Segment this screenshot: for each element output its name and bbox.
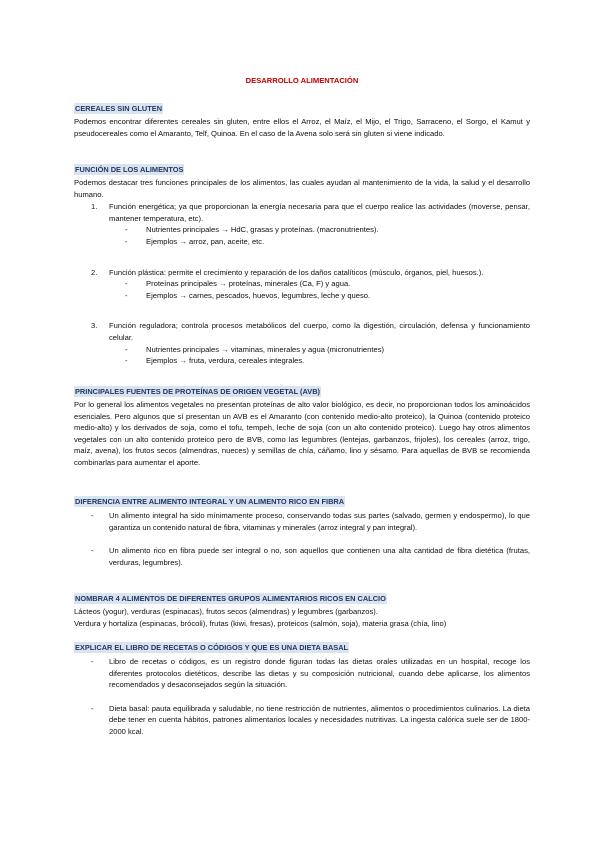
bullet-text: Un alimento rico en fibra puede ser integral o no, son aquellos que contienen una alta cantidad de fibra dietética (frutas, verduras, legumbres). [109, 546, 530, 567]
section-integral-fibra [74, 491, 530, 568]
sub-item: - Ejemplos → arroz, pan, aceite, etc. [127, 236, 530, 248]
bullet-text: Libro de recetas o códigos, es un registro donde figuran todas las dietas orales utilizadas en un hospital, recoge los diferentes protocolos dietéticos, describe las dietas y su composición nutricional, cuando debe aplicarse, los alimentos recomendados y desaconsejados según la situación. [109, 657, 530, 690]
section-heading: CEREALES SIN GLUTEN [75, 104, 163, 113]
list-item [74, 267, 530, 279]
section-proteinas-vegetal [74, 381, 530, 469]
sub-item-text: Nutrientes principales → vitaminas, minerales y agua (micronutrientes) [146, 344, 385, 354]
list-item-text: Función plástica: permite el crecimiento y reparación de los daños catalíticos (músculo, órganos, piel, huesos.). [109, 267, 484, 277]
section-cereales-sin-gluten [74, 98, 530, 139]
section-line: Lácteos (yogur), verduras (espinacas), frutos secos (almendras) y legumbres (garbanzos). [74, 607, 378, 616]
section-calcio [74, 588, 530, 629]
list-number: 3. [91, 321, 98, 331]
list-item-text: Función energética; ya que proporcionan la energía necesaria para que el cuerpo realice las actividades (moverse, pensar, mantener temperatura, etc). [109, 202, 530, 223]
bullet-item: - Libro de recetas o códigos, es un registro donde figuran todas las dietas orales utilizadas en un hospital, recoge los diferentes protocolos dietéticos, describe las dietas y su composición nutricional, cuando debe aplicarse, los alimentos recomendados y desaconsejados según la situación. [91, 657, 530, 690]
sub-item: - Proteínas principales → proteínas, minerales (Ca, F) y agua. [127, 278, 530, 290]
section-text: Por lo general los alimentos vegetales no presentan proteínas de alto valor biológico, es decir, no proporcionan todos los aminoácidos esenciales. Pero algunos que sí presentan un AVB es el Amaranto (con contenido medio-alto proteico), la Quinoa (contenido proteico medio-alto) y los derivados de soja, como el tofu, tempeh, leche de soja (con un alto contenido proteico). Luego hay otros alimentos vegetales con un alto contenido proteico pero de BVB, como las legumbres (lentejas, garbanzos, frijoles), los cereales (arroz, trigo, maíz, avena), los frutos secos (almendras, nueces) y semillas de chía, cáñamo, lino y sésamo. Para aquellas de BVB se recomienda combinarlas para aumentar el aporte. [74, 400, 530, 467]
sub-item-text: Ejemplos → arroz, pan, aceite, etc. [146, 236, 265, 246]
section-heading: FUNCIÓN DE LOS ALIMENTOS [75, 165, 184, 174]
bullet-item: - Un alimento integral ha sido mínimamente proceso, conservando todas sus partes (salvado, germen y endospermo), lo que garantiza un contenido natural de fibra, vitaminas y minerales (arroz integral y pan integral). [91, 511, 530, 532]
section-heading: EXPLICAR EL LIBRO DE RECETAS O CÓDIGOS Y QUE ES UNA DIETA BASAL [75, 643, 349, 652]
section-intro: Podemos destacar tres funciones principales de los alimentos, las cuales ayudan al mantenimiento de la vida, la salud y el desarrollo humano. [74, 178, 530, 199]
sub-item: - Nutrientes principales → HdC, grasas y proteínas. (macronutrientes). [127, 224, 530, 236]
sub-item: - Ejemplos → fruta, verdura, cereales integrales. [127, 355, 530, 367]
section-heading: DIFERENCIA ENTRE ALIMENTO INTEGRAL Y UN ALIMENTO RICO EN FIBRA [75, 497, 345, 506]
sub-item-text: Ejemplos → fruta, verdura, cereales integrales. [146, 356, 305, 366]
section-funcion-alimentos [74, 159, 530, 367]
sub-item-text: Nutrientes principales → HdC, grasas y proteínas. (macronutrientes). [146, 225, 379, 235]
bullet-text: Un alimento integral ha sido mínimamente proceso, conservando todas sus partes (salvado, germen y endospermo), lo que garantiza un contenido natural de fibra, vitaminas y minerales (arroz integral y pan integral). [109, 511, 530, 532]
sub-item: - Ejemplos → carnes, pescados, huevos, legumbres, leche y queso. [127, 290, 530, 302]
bullet-item: - Dieta basal: pauta equilibrada y saludable, no tiene restricción de nutrientes, alimentos o procedimientos culinarios. La dieta debe tener en cuenta hábitos, patrones alimentarios locales y necesidades nutritivas. La ingesta calórica suele ser de 1800-2000 kcal. [91, 703, 530, 736]
sub-item-text: Ejemplos → carnes, pescados, huevos, legumbres, leche y queso. [146, 290, 371, 300]
section-text: Podemos encontrar diferentes cereales sin gluten, entre ellos el Arroz, el Maíz, el Mijo, el Trigo, Sarraceno, el Sorgo, el Kamut y pseudocereales como el Amaranto, Telf, Quinoa. En el caso de la Avena solo será sin gluten si viene indicado. [74, 117, 530, 138]
list-number: 2. [91, 267, 98, 277]
sub-item: - Nutrientes principales → vitaminas, minerales y agua (micronutrientes) [127, 344, 530, 356]
section-heading: PRINCIPALES FUENTES DE PROTEÍNAS DE ORIGEN VEGETAL (AVB) [75, 387, 321, 396]
section-line: Verdura y hortaliza (espinacas, brócoli), frutas (kiwi, fresas), proteicos (salmón, soja), materia grasa (chía, lino) [74, 618, 447, 628]
sub-item-text: Proteínas principales → proteínas, minerales (Ca, F) y agua. [146, 279, 351, 289]
bullet-item: - Un alimento rico en fibra puede ser integral o no, son aquellos que contienen una alta cantidad de fibra dietética (frutas, verduras, legumbres). [91, 546, 530, 567]
list-item-text: Función reguladora; controla procesos metabólicos del cuerpo, como la digestión, circulación, defensa y funcionamiento celular. [109, 321, 530, 342]
list-item [74, 201, 530, 224]
list-number: 1. [91, 202, 98, 212]
list-item [74, 320, 530, 343]
section-libro-recetas [74, 637, 530, 738]
bullet-text: Dieta basal: pauta equilibrada y saludable, no tiene restricción de nutrientes, alimentos o procedimientos culinarios. La dieta debe tener en cuenta hábitos, patrones alimentarios locales y necesidades nutritivas. La ingesta calórica suele ser de 1800-2000 kcal. [109, 703, 530, 736]
section-heading: NOMBRAR 4 ALIMENTOS DE DIFERENTES GRUPOS ALIMENTARIOS RICOS EN CALCIO [75, 594, 386, 603]
document-title: DESARROLLO ALIMENTACIÓN [245, 76, 359, 85]
